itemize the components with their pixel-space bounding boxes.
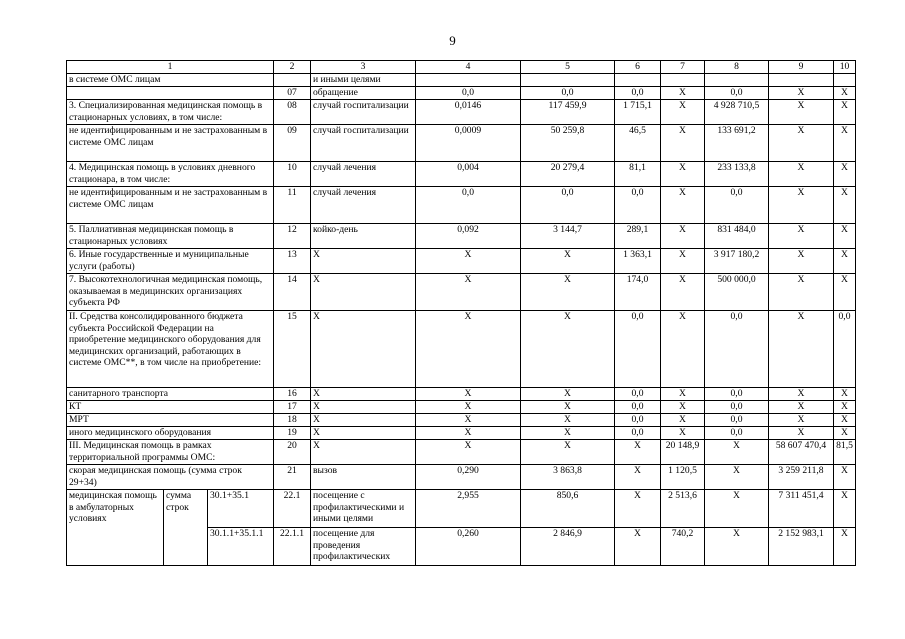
value-cell-c4: Х <box>416 388 521 401</box>
value-cell-c7: 740,2 <box>661 528 705 566</box>
value-cell-c7: Х <box>661 388 705 401</box>
value-cell-c9: Х <box>769 125 834 162</box>
table-row <box>67 224 856 249</box>
column-header: 3 <box>311 61 416 74</box>
unit-cell: Х <box>311 249 416 274</box>
value-cell-c8: 0,0 <box>705 414 769 427</box>
value-cell-c5: Х <box>521 388 615 401</box>
value-cell-c8: 0,0 <box>705 427 769 440</box>
value-cell-c7: 20 148,9 <box>661 440 705 465</box>
value-cell-c10: Х <box>834 125 856 162</box>
value-cell-c9: Х <box>769 414 834 427</box>
row-name-cell: не идентифицированным и не застрахованным в системе ОМС лицам <box>67 187 274 224</box>
unit-cell: Х <box>311 401 416 414</box>
row-code-cell: 19 <box>274 427 311 440</box>
value-cell-c4: 0,0 <box>416 187 521 224</box>
value-cell-c9: Х <box>769 100 834 125</box>
formula-cell: 30.1+35.1 <box>208 490 274 528</box>
table-row <box>67 427 856 440</box>
value-cell-c4: Х <box>416 440 521 465</box>
value-cell-c6: 0,0 <box>615 401 661 414</box>
value-cell-c10: Х <box>834 249 856 274</box>
value-cell-c10: Х <box>834 224 856 249</box>
value-cell-c4 <box>416 74 521 87</box>
row-name-cell: санитарного транспорта <box>67 388 274 401</box>
row-code-cell: 18 <box>274 414 311 427</box>
value-cell-c10: Х <box>834 274 856 311</box>
row-name-cell: 6. Иные государственные и муниципальные услуги (работы) <box>67 249 274 274</box>
value-cell-c6: 0,0 <box>615 187 661 224</box>
value-cell-c8: 500 000,0 <box>705 274 769 311</box>
value-cell-c9: Х <box>769 87 834 100</box>
value-cell-c6: 0,0 <box>615 427 661 440</box>
value-cell-c8: Х <box>705 490 769 528</box>
value-cell-c8: 133 691,2 <box>705 125 769 162</box>
value-cell-c6: Х <box>615 465 661 490</box>
table-row <box>67 401 856 414</box>
row-name-cell: медицинская помощь в амбулаторных условиях <box>67 490 164 566</box>
value-cell-c4: Х <box>416 401 521 414</box>
value-cell-c4: 0,0009 <box>416 125 521 162</box>
unit-cell: вызов <box>311 465 416 490</box>
column-header: 6 <box>615 61 661 74</box>
value-cell-c4: 0,0 <box>416 87 521 100</box>
value-cell-c8: Х <box>705 528 769 566</box>
row-name-cell: III. Медицинская помощь в рамках территориальной программы ОМС: <box>67 440 274 465</box>
column-header: 8 <box>705 61 769 74</box>
value-cell-c5: Х <box>521 311 615 388</box>
row-code-cell: 07 <box>274 87 311 100</box>
unit-cell: посещение с профилактическими и иными целями <box>311 490 416 528</box>
unit-cell: Х <box>311 388 416 401</box>
value-cell-c9: Х <box>769 224 834 249</box>
row-code-cell: 12 <box>274 224 311 249</box>
value-cell-c4: 0,004 <box>416 162 521 187</box>
unit-cell: Х <box>311 311 416 388</box>
value-cell-c5: Х <box>521 249 615 274</box>
value-cell-c9 <box>769 74 834 87</box>
row-subname-cell: сумма строк <box>164 490 208 566</box>
unit-cell: Х <box>311 440 416 465</box>
value-cell-c10 <box>834 74 856 87</box>
row-code-cell: 22.1.1 <box>274 528 311 566</box>
table-row <box>67 187 856 224</box>
row-name-cell: 4. Медицинская помощь в условиях дневного стационара, в том числе: <box>67 162 274 187</box>
value-cell-c5: 50 259,8 <box>521 125 615 162</box>
table-row <box>67 125 856 162</box>
column-header: 5 <box>521 61 615 74</box>
row-code-cell: 10 <box>274 162 311 187</box>
row-name-cell <box>67 87 274 100</box>
row-code-cell: 09 <box>274 125 311 162</box>
value-cell-c4: 0,260 <box>416 528 521 566</box>
value-cell-c6: Х <box>615 490 661 528</box>
value-cell-c6: 0,0 <box>615 414 661 427</box>
value-cell-c7: Х <box>661 100 705 125</box>
value-cell-c10: Х <box>834 401 856 414</box>
value-cell-c7: 2 513,6 <box>661 490 705 528</box>
value-cell-c10: Х <box>834 528 856 566</box>
unit-cell: случай лечения <box>311 162 416 187</box>
value-cell-c9: Х <box>769 274 834 311</box>
value-cell-c10: Х <box>834 162 856 187</box>
value-cell-c7 <box>661 74 705 87</box>
table-row <box>67 87 856 100</box>
row-name-cell: 5. Паллиативная медицинская помощь в стационарных условиях <box>67 224 274 249</box>
row-name-cell: в системе ОМС лицам <box>67 74 274 87</box>
table-row <box>67 414 856 427</box>
row-code-cell: 20 <box>274 440 311 465</box>
value-cell-c6: 1 715,1 <box>615 100 661 125</box>
table-row <box>67 388 856 401</box>
value-cell-c9: Х <box>769 427 834 440</box>
value-cell-c6: 0,0 <box>615 87 661 100</box>
value-cell-c5: 850,6 <box>521 490 615 528</box>
value-cell-c6 <box>615 74 661 87</box>
value-cell-c8: 233 133,8 <box>705 162 769 187</box>
row-name-cell: 7. Высокотехнологичная медицинская помощь, оказываемая в медицинских организациях субъекта РФ <box>67 274 274 311</box>
value-cell-c9: Х <box>769 187 834 224</box>
value-cell-c8: 3 917 180,2 <box>705 249 769 274</box>
column-header: 2 <box>274 61 311 74</box>
value-cell-c8 <box>705 74 769 87</box>
value-cell-c8: 0,0 <box>705 311 769 388</box>
unit-cell: посещение для проведения профилактических <box>311 528 416 566</box>
table-row <box>67 74 856 87</box>
value-cell-c5: Х <box>521 401 615 414</box>
unit-cell: Х <box>311 427 416 440</box>
value-cell-c5: 0,0 <box>521 87 615 100</box>
value-cell-c10: Х <box>834 388 856 401</box>
value-cell-c7: Х <box>661 311 705 388</box>
value-cell-c7: Х <box>661 401 705 414</box>
page-number: 9 <box>449 33 456 48</box>
row-code-cell: 11 <box>274 187 311 224</box>
table-row <box>67 162 856 187</box>
column-header: 10 <box>834 61 856 74</box>
formula-cell: 30.1.1+35.1.1 <box>208 528 274 566</box>
value-cell-c9: Х <box>769 401 834 414</box>
table-row <box>67 100 856 125</box>
row-name-cell: 3. Специализированная медицинская помощь в стационарных условиях, в том числе: <box>67 100 274 125</box>
row-name-cell: МРТ <box>67 414 274 427</box>
value-cell-c7: Х <box>661 87 705 100</box>
value-cell-c4: Х <box>416 274 521 311</box>
row-code-cell: 08 <box>274 100 311 125</box>
row-name-cell: не идентифицированным и не застрахованным в системе ОМС лицам <box>67 125 274 162</box>
table-row <box>67 249 856 274</box>
row-code-cell: 13 <box>274 249 311 274</box>
row-code-cell: 16 <box>274 388 311 401</box>
value-cell-c10: Х <box>834 187 856 224</box>
value-cell-c5: Х <box>521 274 615 311</box>
value-cell-c5 <box>521 74 615 87</box>
value-cell-c9: Х <box>769 162 834 187</box>
value-cell-c5: Х <box>521 427 615 440</box>
value-cell-c6: 81,1 <box>615 162 661 187</box>
value-cell-c8: 0,0 <box>705 187 769 224</box>
table-row <box>67 274 856 311</box>
value-cell-c5: Х <box>521 414 615 427</box>
value-cell-c5: 117 459,9 <box>521 100 615 125</box>
value-cell-c6: 0,0 <box>615 311 661 388</box>
value-cell-c10: Х <box>834 87 856 100</box>
value-cell-c4: Х <box>416 249 521 274</box>
unit-cell: случай госпитализации <box>311 100 416 125</box>
unit-cell: койко-день <box>311 224 416 249</box>
unit-cell: случай госпитализации <box>311 125 416 162</box>
row-code-cell: 22.1 <box>274 490 311 528</box>
value-cell-c10: 0,0 <box>834 311 856 388</box>
value-cell-c7: Х <box>661 187 705 224</box>
table-header-row <box>67 61 856 74</box>
value-cell-c6: 1 363,1 <box>615 249 661 274</box>
value-cell-c5: 2 846,9 <box>521 528 615 566</box>
value-cell-c10: Х <box>834 100 856 125</box>
unit-cell: Х <box>311 414 416 427</box>
value-cell-c9: Х <box>769 311 834 388</box>
row-name-cell: иного медицинского оборудования <box>67 427 274 440</box>
table-row <box>67 465 856 490</box>
unit-cell: обращение <box>311 87 416 100</box>
value-cell-c4: 0,290 <box>416 465 521 490</box>
value-cell-c9: 3 259 211,8 <box>769 465 834 490</box>
column-header: 7 <box>661 61 705 74</box>
value-cell-c4: 0,0146 <box>416 100 521 125</box>
value-cell-c8: 0,0 <box>705 401 769 414</box>
value-cell-c9: Х <box>769 249 834 274</box>
value-cell-c5: Х <box>521 440 615 465</box>
value-cell-c6: 289,1 <box>615 224 661 249</box>
value-cell-c6: 174,0 <box>615 274 661 311</box>
value-cell-c4: Х <box>416 427 521 440</box>
unit-cell: случай лечения <box>311 187 416 224</box>
column-header: 9 <box>769 61 834 74</box>
value-cell-c8: Х <box>705 465 769 490</box>
row-code-cell: 21 <box>274 465 311 490</box>
value-cell-c8: 4 928 710,5 <box>705 100 769 125</box>
value-cell-c6: Х <box>615 440 661 465</box>
value-cell-c5: 3 863,8 <box>521 465 615 490</box>
value-cell-c10: Х <box>834 414 856 427</box>
value-cell-c7: Х <box>661 427 705 440</box>
value-cell-c10: 81,5 <box>834 440 856 465</box>
value-cell-c7: Х <box>661 224 705 249</box>
value-cell-c6: Х <box>615 528 661 566</box>
value-cell-c7: Х <box>661 274 705 311</box>
data-table <box>66 60 856 566</box>
value-cell-c4: Х <box>416 414 521 427</box>
value-cell-c5: 0,0 <box>521 187 615 224</box>
value-cell-c9: Х <box>769 388 834 401</box>
row-code-cell: 15 <box>274 311 311 388</box>
value-cell-c7: Х <box>661 414 705 427</box>
value-cell-c5: 20 279,4 <box>521 162 615 187</box>
value-cell-c10: Х <box>834 490 856 528</box>
value-cell-c4: Х <box>416 311 521 388</box>
value-cell-c7: Х <box>661 125 705 162</box>
column-header: 4 <box>416 61 521 74</box>
value-cell-c9: 2 152 983,1 <box>769 528 834 566</box>
row-name-cell: II. Средства консолидированного бюджета субъекта Российской Федерации на приобретение медицинского оборудования для медицинских организаций, работающих в системе ОМС**, в том числе на приобретение: <box>67 311 274 388</box>
value-cell-c8: 0,0 <box>705 388 769 401</box>
value-cell-c4: 0,092 <box>416 224 521 249</box>
table-row <box>67 490 856 528</box>
value-cell-c8: Х <box>705 440 769 465</box>
value-cell-c10: Х <box>834 465 856 490</box>
table-row <box>67 311 856 388</box>
unit-cell: и иными целями <box>311 74 416 87</box>
value-cell-c8: 831 484,0 <box>705 224 769 249</box>
row-name-cell: КТ <box>67 401 274 414</box>
value-cell-c6: 46,5 <box>615 125 661 162</box>
value-cell-c10: Х <box>834 427 856 440</box>
unit-cell: Х <box>311 274 416 311</box>
value-cell-c8: 0,0 <box>705 87 769 100</box>
value-cell-c5: 3 144,7 <box>521 224 615 249</box>
value-cell-c7: 1 120,5 <box>661 465 705 490</box>
value-cell-c7: Х <box>661 249 705 274</box>
row-code-cell: 14 <box>274 274 311 311</box>
row-code-cell <box>274 74 311 87</box>
row-name-cell: скорая медицинская помощь (сумма строк 29+34) <box>67 465 274 490</box>
row-code-cell: 17 <box>274 401 311 414</box>
table-row <box>67 440 856 465</box>
value-cell-c6: 0,0 <box>615 388 661 401</box>
value-cell-c7: Х <box>661 162 705 187</box>
value-cell-c9: 7 311 451,4 <box>769 490 834 528</box>
value-cell-c9: 58 607 470,4 <box>769 440 834 465</box>
value-cell-c4: 2,955 <box>416 490 521 528</box>
column-header: 1 <box>67 61 274 74</box>
